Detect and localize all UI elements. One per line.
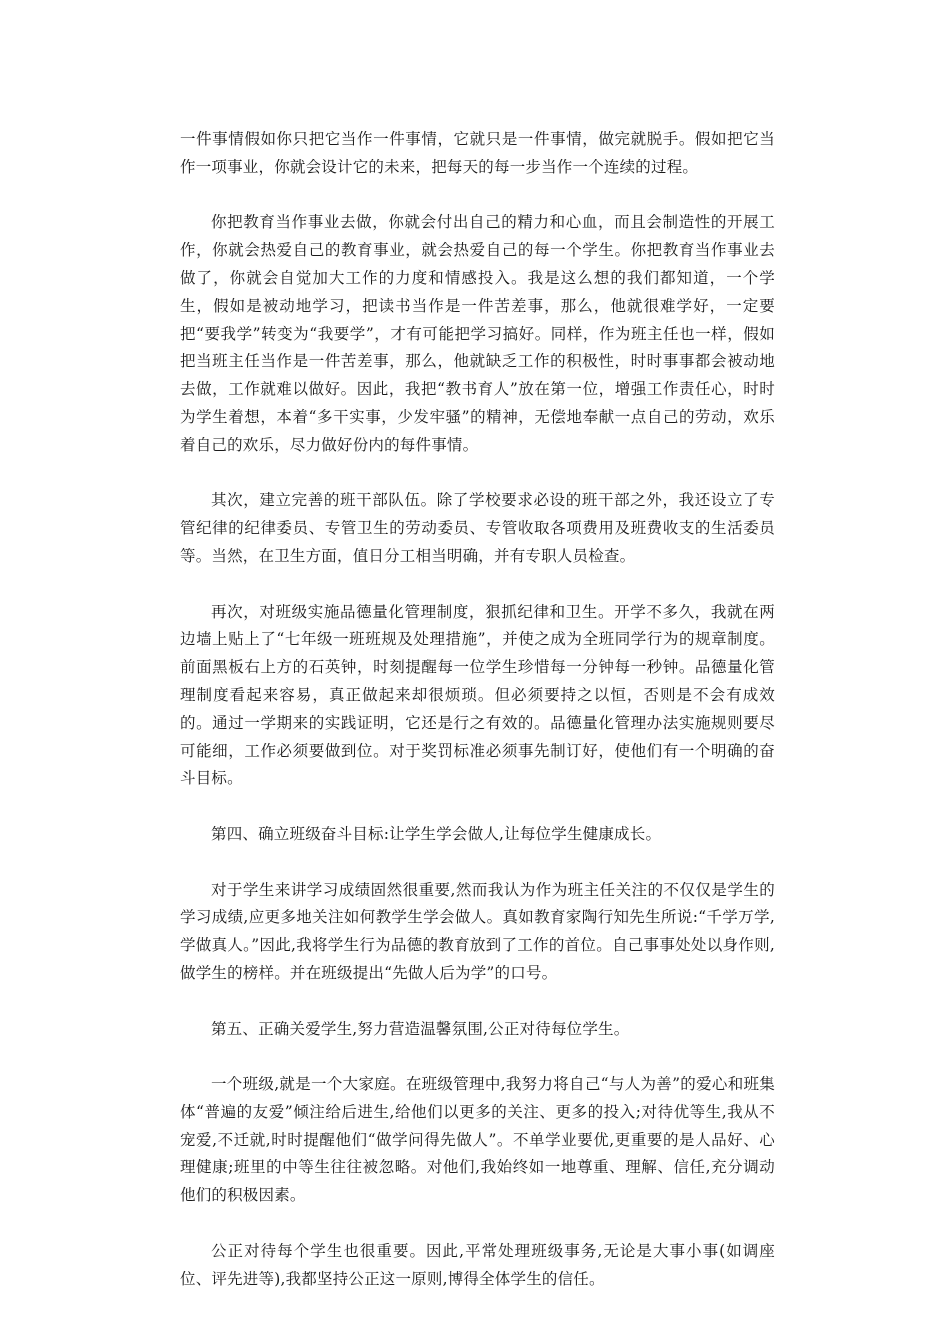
paragraph-5-heading: 第四、确立班级奋斗目标:让学生学会做人,让每位学生健康成长。 [211, 824, 662, 843]
document-page [180, 126, 775, 1321]
paragraph-9: 公正对待每个学生也很重要。因此,平常处理班级事务,无论是大事小事(如调座位、评先进等),我都坚持公正这一原则,博得全体学生的信任。 [180, 1241, 775, 1288]
paragraph-2: 你把教育当作事业去做，你就会付出自己的精力和心血，而且会制造性的开展工作，你就会热爱自己的教育事业，就会热爱自己的每一个学生。你把教育当作事业去做了，你就会自觉加大工作的力度和情感投入。我是这么想的我们都知道，一个学生，假如是被动地学习，把读书当作是一件苦差事，那么，他就很难学好，一定要把“要我学”转变为“我要学”，才有可能把学习搞好。同样，作为班主任也一样，假如把当班主任当作是一件苦差事，那么，他就缺乏工作的积极性，时时事事都会被动地去做，工作就难以做好。因此，我把“教书育人”放在第一位，增强工作责任心，时时为学生着想，本着“多干实事，少发牢骚”的精神，无偿地奉献一点自己的劳动，欢乐着自己的欢乐，尽力做好份内的每件事情。 [180, 213, 775, 454]
paragraph-8: 一个班级,就是一个大家庭。在班级管理中,我努力将自己“与人为善”的爱心和班集体“普遍的友爱”倾注给后进生,给他们以更多的关注、更多的投入;对待优等生,我从不宠爱,不迁就,时时提醒他们“做学问得先做人”。不单学业要优,更重要的是人品好、心理健康;班里的中等生往往被忽略。对他们,我始终如一地尊重、理解、信任,充分调动他们的积极因素。 [180, 1075, 775, 1205]
paragraph-4: 再次，对班级实施品德量化管理制度，狠抓纪律和卫生。开学不多久，我就在两边墙上贴上了“七年级一班班规及处理措施”，并使之成为全班同学行为的规章制度。前面黑板右上方的石英钟，时刻提醒每一位学生珍惜每一分钟每一秒钟。品德量化管理制度看起来容易，真正做起来却很烦琐。但必须要持之以恒，否则是不会有成效的。通过一学期来的实践证明，它还是行之有效的。品德量化管理办法实施规则要尽可能细，工作必须要做到位。对于奖罚标准必须事先制订好，使他们有一个明确的奋斗目标。 [180, 602, 775, 788]
paragraph-3: 其次，建立完善的班干部队伍。除了学校要求必设的班干部之外，我还设立了专管纪律的纪律委员、专管卫生的劳动委员、专管收取各项费用及班费收支的生活委员等。当然，在卫生方面，值日分工相当明确，并有专职人员检查。 [180, 491, 775, 565]
paragraph-6: 对于学生来讲学习成绩固然很重要,然而我认为作为班主任关注的不仅仅是学生的学习成绩,应更多地关注如何教学生学会做人。真如教育家陶行知先生所说:“千学万学,学做真人。”因此,我将学生行为品德的教育放到了工作的首位。自己事事处处以身作则,做学生的榜样。并在班级提出“先做人后为学”的口号。 [180, 880, 775, 982]
paragraph-1: 一件事情假如你只把它当作一件事情，它就只是一件事情，做完就脱手。假如把它当作一项事业，你就会设计它的未来，把每天的每一步当作一个连续的过程。 [180, 130, 775, 176]
paragraph-7-heading: 第五、正确关爱学生,努力营造温馨氛围,公正对待每位学生。 [211, 1019, 630, 1038]
